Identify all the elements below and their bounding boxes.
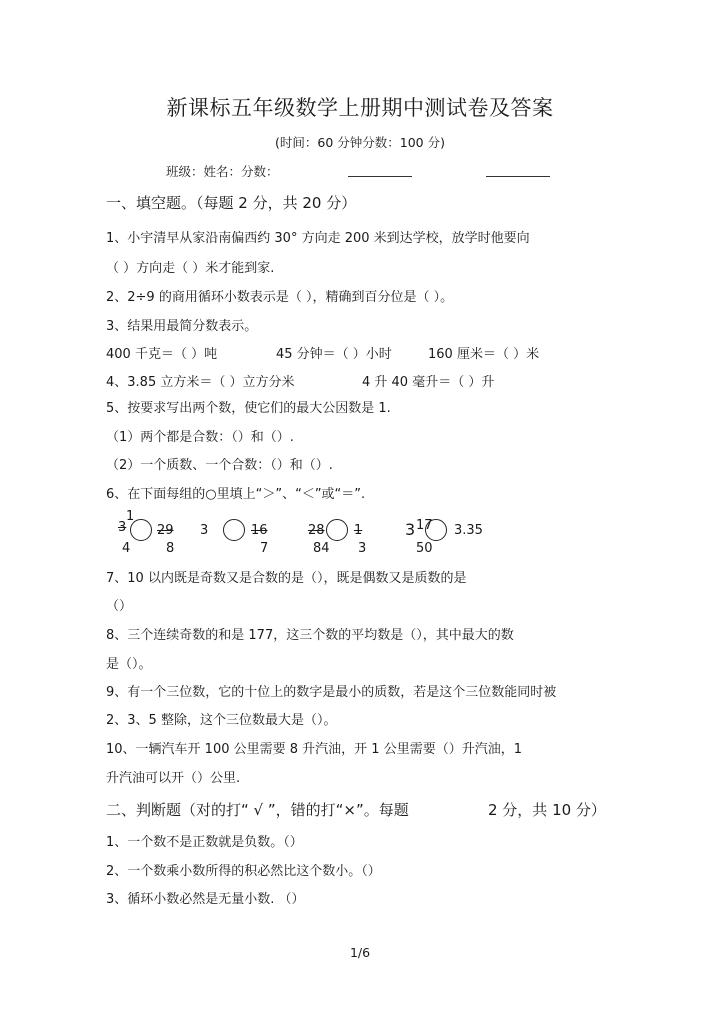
question-3-sub2: 45 分钟＝（ ）小时 [276,347,392,362]
question-9-line2: 2、3、5 整除，这个三位数最大是（）。 [106,713,337,728]
q6-g2-right-numerator: 16 [251,523,268,538]
q6-g1-right-denominator: 8 [166,541,175,556]
student-info-labels: 班级：姓名：分数： [166,164,279,179]
q6-g1-right-numerator: 29 [157,523,174,538]
q6-g3-left-denominator: 84 [313,541,330,556]
question-4-a: 4、3.85 立方米＝（ ）立方分米 [106,375,295,390]
judge-question-1: 1、一个数不是正数就是负数。（） [106,835,303,850]
q6-g2-left: 3 [200,523,209,538]
question-7-line2: （） [106,599,133,614]
question-9-line1: 9、有一个三位数，它的十位上的数字是最小的质数，若是这个三位数能同时被 [106,685,557,700]
q6-g4-left-denominator: 50 [416,541,433,556]
q6-g1-compare-circle[interactable] [130,519,152,541]
q6-g1-whole: 1 [126,509,135,524]
question-3-sub1: 400 千克＝（ ）吨 [106,347,218,362]
question-2: 2、2÷9 的商用循环小数表示是（ ），精确到百分位是（ ）。 [106,290,454,305]
q6-g1-numerator: 3 [118,520,127,535]
info-blank-line-2 [486,176,550,177]
judge-question-3: 3、循环小数必然是无量小数. （） [106,892,305,907]
exam-subtitle: (时间：60 分钟分数：100 分) [275,135,445,150]
q6-g3-compare-circle[interactable] [326,519,348,541]
question-5-part2: （2）一个质数、一个合数：（）和（）. [106,458,333,473]
q6-g3-left-numerator: 28 [308,523,325,538]
question-1-line2: （ ）方向走（ ）米才能到家. [106,261,275,276]
question-5-part1: （1）两个都是合数：（）和（）. [106,430,294,445]
q6-g4-left-numerator: 17 [416,518,433,533]
q6-g2-right-denominator: 7 [260,541,269,556]
q6-g3-right-numerator: 1 [354,523,363,538]
question-6: 6、在下面每组的○里填上“＞”、“＜”或“＝”. [106,487,366,502]
question-8-line1: 8、三个连续奇数的和是 177，这三个数的平均数是（），其中最大的数 [106,628,514,643]
q6-g3-right-denominator: 3 [358,541,367,556]
info-blank-line-1 [348,176,412,177]
question-7-line1: 7、10 以内既是奇数又是合数的是（），既是偶数又是质数的是 [106,571,467,586]
question-8-line2: 是（）。 [106,657,152,672]
q6-g4-left-whole: 3 [405,520,416,539]
question-5: 5、按要求写出两个数，使它们的最大公因数是 1. [106,401,391,416]
question-3: 3、结果用最简分数表示。 [106,319,258,334]
question-1-line1: 1、小宇清早从家沿南偏西约 30° 方向走 200 米到达学校，放学时他要向 [106,231,530,246]
q6-g1-denominator: 4 [122,541,131,556]
question-10-line1: 10、一辆汽车开 100 公里需要 8 升汽油，开 1 公里需要（）升汽油，1 [106,742,522,757]
q6-g4-right: 3.35 [454,523,483,538]
q6-g2-compare-circle[interactable] [223,519,245,541]
question-3-sub3: 160 厘米＝（ ）米 [428,347,540,362]
judge-question-2: 2、一个数乘小数所得的积必然比这个数小。（） [106,864,381,879]
section2-heading: 二、判断题（对的打“ √ ”，错的打“×”。每题 [106,801,409,819]
q6-g4-compare-circle[interactable] [425,519,447,541]
section2-heading-score: 2 分，共 10 分） [488,801,606,819]
question-4-b: 4 升 40 毫升＝（ ）升 [362,375,495,390]
page-number: 1/6 [349,945,371,960]
section1-heading: 一、填空题。（每题 2 分，共 20 分） [106,194,357,212]
page-title: 新课标五年级数学上册期中测试卷及答案 [166,96,554,120]
question-10-line2: 升汽油可以开（）公里. [106,771,241,786]
